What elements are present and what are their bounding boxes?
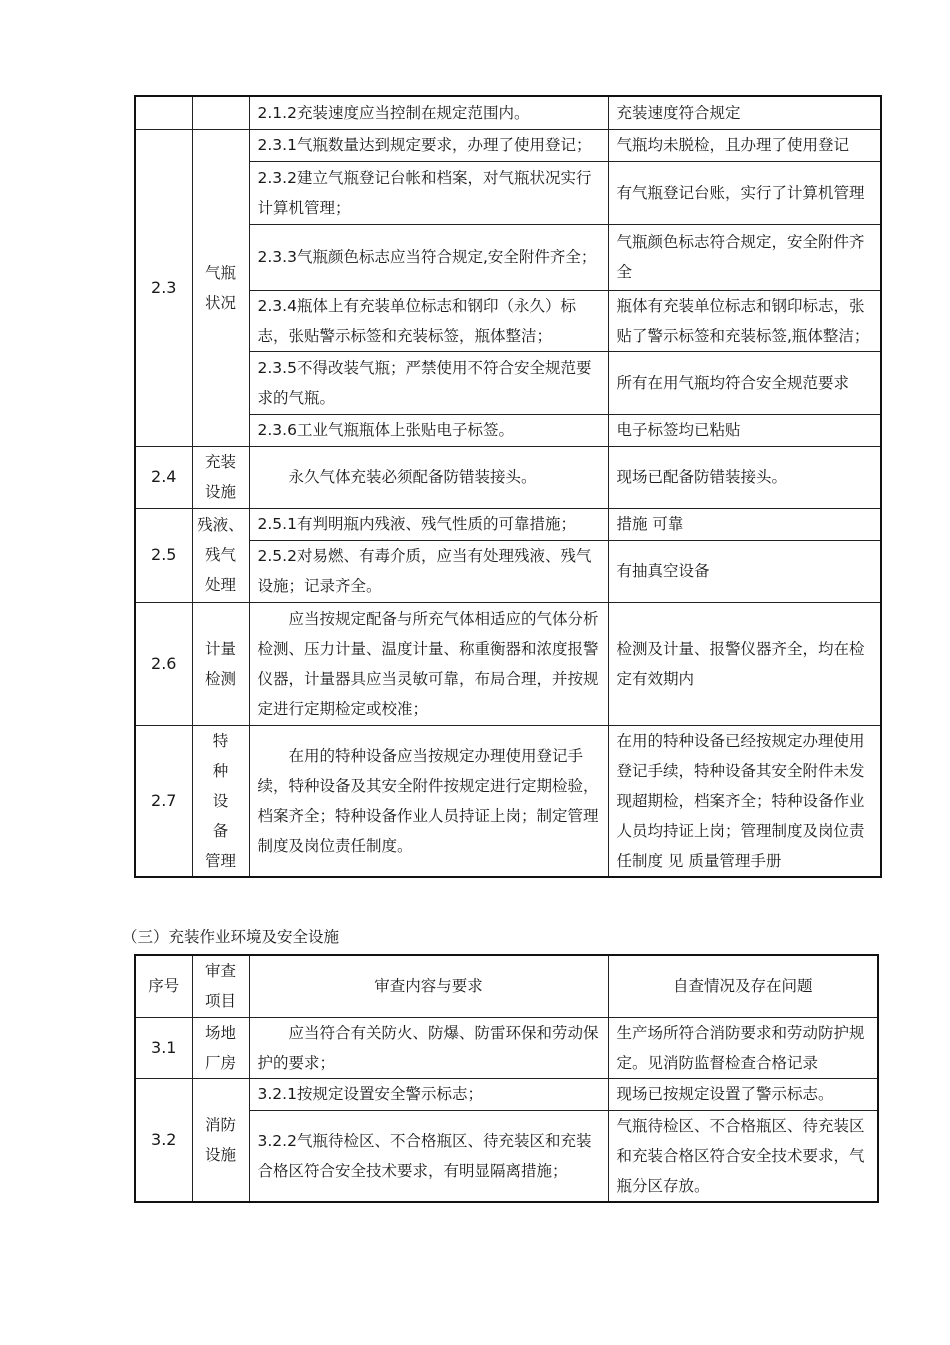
table-row <box>135 96 881 129</box>
table-row <box>135 1078 878 1110</box>
content-cell: 2.5.1有判明瓶内残液、残气性质的可靠措施； <box>249 508 608 540</box>
result-cell: 生产场所符合消防要求和劳动防护规定。见消防监督检查合格记录 <box>608 1017 878 1078</box>
result-cell: 有气瓶登记台账，实行了计算机管理 <box>608 161 881 224</box>
content-cell: 2.3.1气瓶数量达到规定要求，办理了使用登记； <box>249 129 608 161</box>
table-row <box>135 1017 878 1078</box>
result-cell: 瓶体有充装单位标志和钢印标志，张贴了警示标签和充装标签,瓶体整洁； <box>608 290 881 351</box>
result-cell: 检测及计量、报警仪器齐全，均在检定有效期内 <box>608 602 881 725</box>
item-number: 3.1 <box>135 1017 192 1078</box>
item-name-line: 管理 <box>204 851 236 870</box>
result-cell: 气瓶待检区、不合格瓶区、待充装区和充装合格区符合安全技术要求，气瓶分区存放。 <box>608 1110 878 1202</box>
header-result: 自查情况及存在问题 <box>608 955 878 1017</box>
content-cell: 2.3.5不得改装气瓶；严禁使用不符合安全规范要求的气瓶。 <box>249 351 608 414</box>
item-name-line: 特种 <box>212 731 238 780</box>
content-cell: 在用的特种设备应当按规定办理使用登记手续，特种设备及其安全附件按规定进行定期检验，档案齐全；特种设备作业人员持证上岗；制定管理制度及岗位责任制度。 <box>249 725 608 877</box>
result-cell: 措施 可靠 <box>608 508 881 540</box>
result-cell: 所有在用气瓶均符合安全规范要求 <box>608 351 881 414</box>
table-row <box>135 725 881 877</box>
header-content: 审查内容与要求 <box>249 955 608 1017</box>
content-cell: 2.3.2建立气瓶登记台帐和档案，对气瓶状况实行计算机管理； <box>249 161 608 224</box>
content-cell: 2.3.6工业气瓶瓶体上张贴电子标签。 <box>249 414 608 446</box>
result-cell: 在用的特种设备已经按规定办理使用登记手续，特种设备其安全附件未发现超期检，档案齐全；特种设备作业人员均持证上岗；管理制度及岗位责任制度 见 质量管理手册 <box>608 725 881 877</box>
content-cell: 2.1.2充装速度应当控制在规定范围内。 <box>249 96 608 129</box>
item-number: 2.6 <box>135 602 192 725</box>
header-no: 序号 <box>135 955 192 1017</box>
content-cell: 3.2.1按规定设置安全警示标志； <box>249 1078 608 1110</box>
content-cell: 应当按规定配备与所充气体相适应的气体分析检测、压力计量、温度计量、称重衡器和浓度报警仪器，计量器具应当灵敏可靠，布局合理，并按规定进行定期检定或校准； <box>249 602 608 725</box>
empty-cell <box>135 96 192 129</box>
section-title: （三）充装作业环境及安全设施 <box>122 928 340 946</box>
result-cell: 充装速度符合规定 <box>608 96 881 129</box>
content-cell: 2.5.2对易燃、有毒介质，应当有处理残液、残气设施；记录齐全。 <box>249 540 608 602</box>
result-cell: 现场已按规定设置了警示标志。 <box>608 1078 878 1110</box>
item-name: 消防 设施 <box>192 1078 249 1202</box>
empty-cell <box>192 96 249 129</box>
item-number: 2.4 <box>135 446 192 508</box>
inspection-table-section-2 <box>134 95 882 878</box>
item-number: 2.5 <box>135 508 192 602</box>
item-number: 3.2 <box>135 1078 192 1202</box>
table-row <box>135 508 881 540</box>
item-name: 气瓶 状况 <box>192 129 249 446</box>
item-name: 充装 设施 <box>192 446 249 508</box>
item-name: 残液、 残气 处理 <box>192 508 249 602</box>
result-cell: 有抽真空设备 <box>608 540 881 602</box>
result-cell: 气瓶颜色标志符合规定，安全附件齐全 <box>608 224 881 290</box>
content-cell: 3.2.2气瓶待检区、不合格瓶区、待充装区和充装合格区符合安全技术要求，有明显隔离措施； <box>249 1110 608 1202</box>
content-cell: 应当符合有关防火、防爆、防雷环保和劳动保护的要求； <box>249 1017 608 1078</box>
content-cell: 永久气体充装必须配备防错装接头。 <box>249 446 608 508</box>
table-row <box>135 602 881 725</box>
table-row <box>135 446 881 508</box>
item-name-line: 设备 <box>212 791 238 840</box>
item-number: 2.7 <box>135 725 192 877</box>
item-name: 计量 检测 <box>192 602 249 725</box>
inspection-table-section-3 <box>134 954 879 1203</box>
table-row <box>135 129 881 161</box>
content-cell: 2.3.4瓶体上有充装单位标志和钢印（永久）标志，张贴警示标签和充装标签，瓶体整洁； <box>249 290 608 351</box>
content-cell: 2.3.3气瓶颜色标志应当符合规定,安全附件齐全； <box>249 224 608 290</box>
result-cell: 电子标签均已粘贴 <box>608 414 881 446</box>
item-number: 2.3 <box>135 129 192 446</box>
result-cell: 现场已配备防错装接头。 <box>608 446 881 508</box>
result-cell: 气瓶均未脱检，且办理了使用登记 <box>608 129 881 161</box>
item-name: 场地 厂房 <box>192 1017 249 1078</box>
header-item: 审查 项目 <box>192 955 249 1017</box>
table-header-row <box>135 955 878 1017</box>
item-name <box>192 725 249 877</box>
